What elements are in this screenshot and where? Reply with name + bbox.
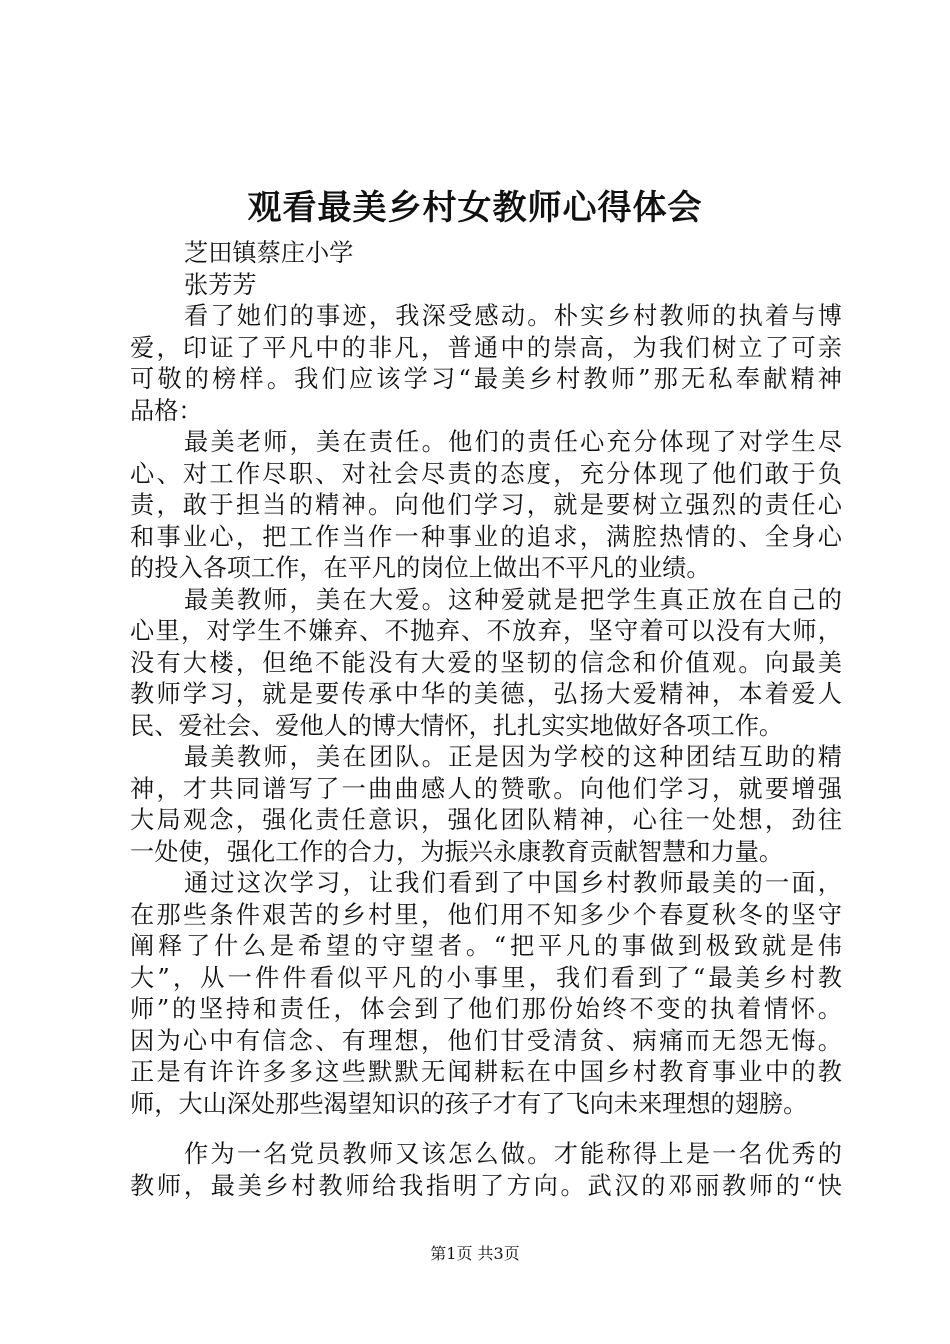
paragraph [130,1139,842,1202]
paragraph-line: 作为一名党员教师又该怎么做。才能称得上是一名优秀的 [184,1140,842,1168]
paragraph-line: 最美教师，美在团队。正是因为学校的这种团结互助的精 [184,743,842,771]
paragraph-line: 因为心中有信念、有理想，他们甘受清贫、病痛而无怨无悔。 [130,1026,842,1055]
page-number-footer: 第1页 共3页 [430,1244,520,1263]
paragraph [130,585,842,743]
paragraph-line: 教师，最美乡村教师给我指明了方向。武汉的邓丽教师的“快 [130,1171,842,1200]
paragraph-line: 看了她们的事迹，我深受感动。朴实乡村教师的执着与博 [184,302,842,330]
paragraph-line: 最美老师，美在责任。他们的责任心充分体现了对学生尽 [184,428,842,456]
school-name: 芝田镇蔡庄小学 [184,239,354,267]
document-body [130,238,842,1202]
paragraph-line: 民、爱社会、爱他人的博大情怀，扎扎实实地做好各项工作。 [130,711,784,740]
paragraph-line: 一处使，强化工作的合力，为振兴永康教育贡献智慧和力量。 [130,837,784,866]
paragraph-line: 阐释了什么是希望的守望者。“把平凡的事做到极致就是伟 [130,932,842,960]
paragraph-line: 通过这次学习，让我们看到了中国乡村教师最美的一面， [184,869,842,897]
paragraph-line: 师，大山深处那些渴望知识的孩子才有了飞向未来理想的翅膀。 [130,1089,808,1118]
paragraph-line: 没有大楼，但绝不能没有大爱的坚韧的信念和价值观。向最美 [130,648,842,677]
paragraph-line: 最美教师，美在大爱。这种爱就是把学生真正放在自己的 [184,585,842,614]
document-title: 观看最美乡村女教师心得体会 [247,188,703,228]
paragraph-line: 的投入各项工作，在平凡的岗位上做出不平凡的业绩。 [130,554,711,582]
paragraph [130,742,842,868]
paragraph-line: 爱，印证了平凡中的非凡，普通中的崇高，为我们树立了可亲 [130,333,842,362]
paragraph [130,301,842,427]
paragraph-gap [130,1120,842,1139]
paragraph-line: 教师学习，就是要传承中华的美德，弘扬大爱精神，本着爱人 [130,680,842,708]
paragraph-line: 在那些条件艰苦的乡村里，他们用不知多少个春夏秋冬的坚守 [130,900,842,929]
paragraph-line: 品格： [130,396,203,425]
paragraph-line: 责，敢于担当的精神。向他们学习，就是要树立强烈的责任心 [130,491,842,519]
paragraph [130,868,842,1120]
paragraph-line: 正是有许许多多这些默默无闻耕耘在中国乡村教育事业中的教 [130,1058,842,1086]
paragraph-line: 大局观念，强化责任意识，强化团队精神，心往一处想，劲往 [130,806,842,834]
paragraph-line: 和事业心，把工作当作一种事业的追求，满腔热情的、全身心 [130,522,842,551]
paragraph-line: 心里，对学生不嫌弃、不抛弃、不放弃，坚守着可以没有大师， [130,617,842,645]
paragraph-line: 可敬的榜样。我们应该学习“最美乡村教师”那无私奉献精神 [130,365,842,393]
paragraph-line: 心、对工作尽职、对社会尽责的态度，充分体现了他们敢于负 [130,459,842,488]
paragraph-line: 师”的坚持和责任，体会到了他们那份始终不变的执着情怀。 [130,995,842,1023]
author-name: 张芳芳 [184,270,257,299]
paragraph-line: 大”，从一件件看似平凡的小事里，我们看到了“最美乡村教 [130,963,842,992]
paragraph-line: 神，才共同谱写了一曲曲感人的赞歌。向他们学习，就要增强 [130,774,842,803]
paragraph [130,427,842,585]
